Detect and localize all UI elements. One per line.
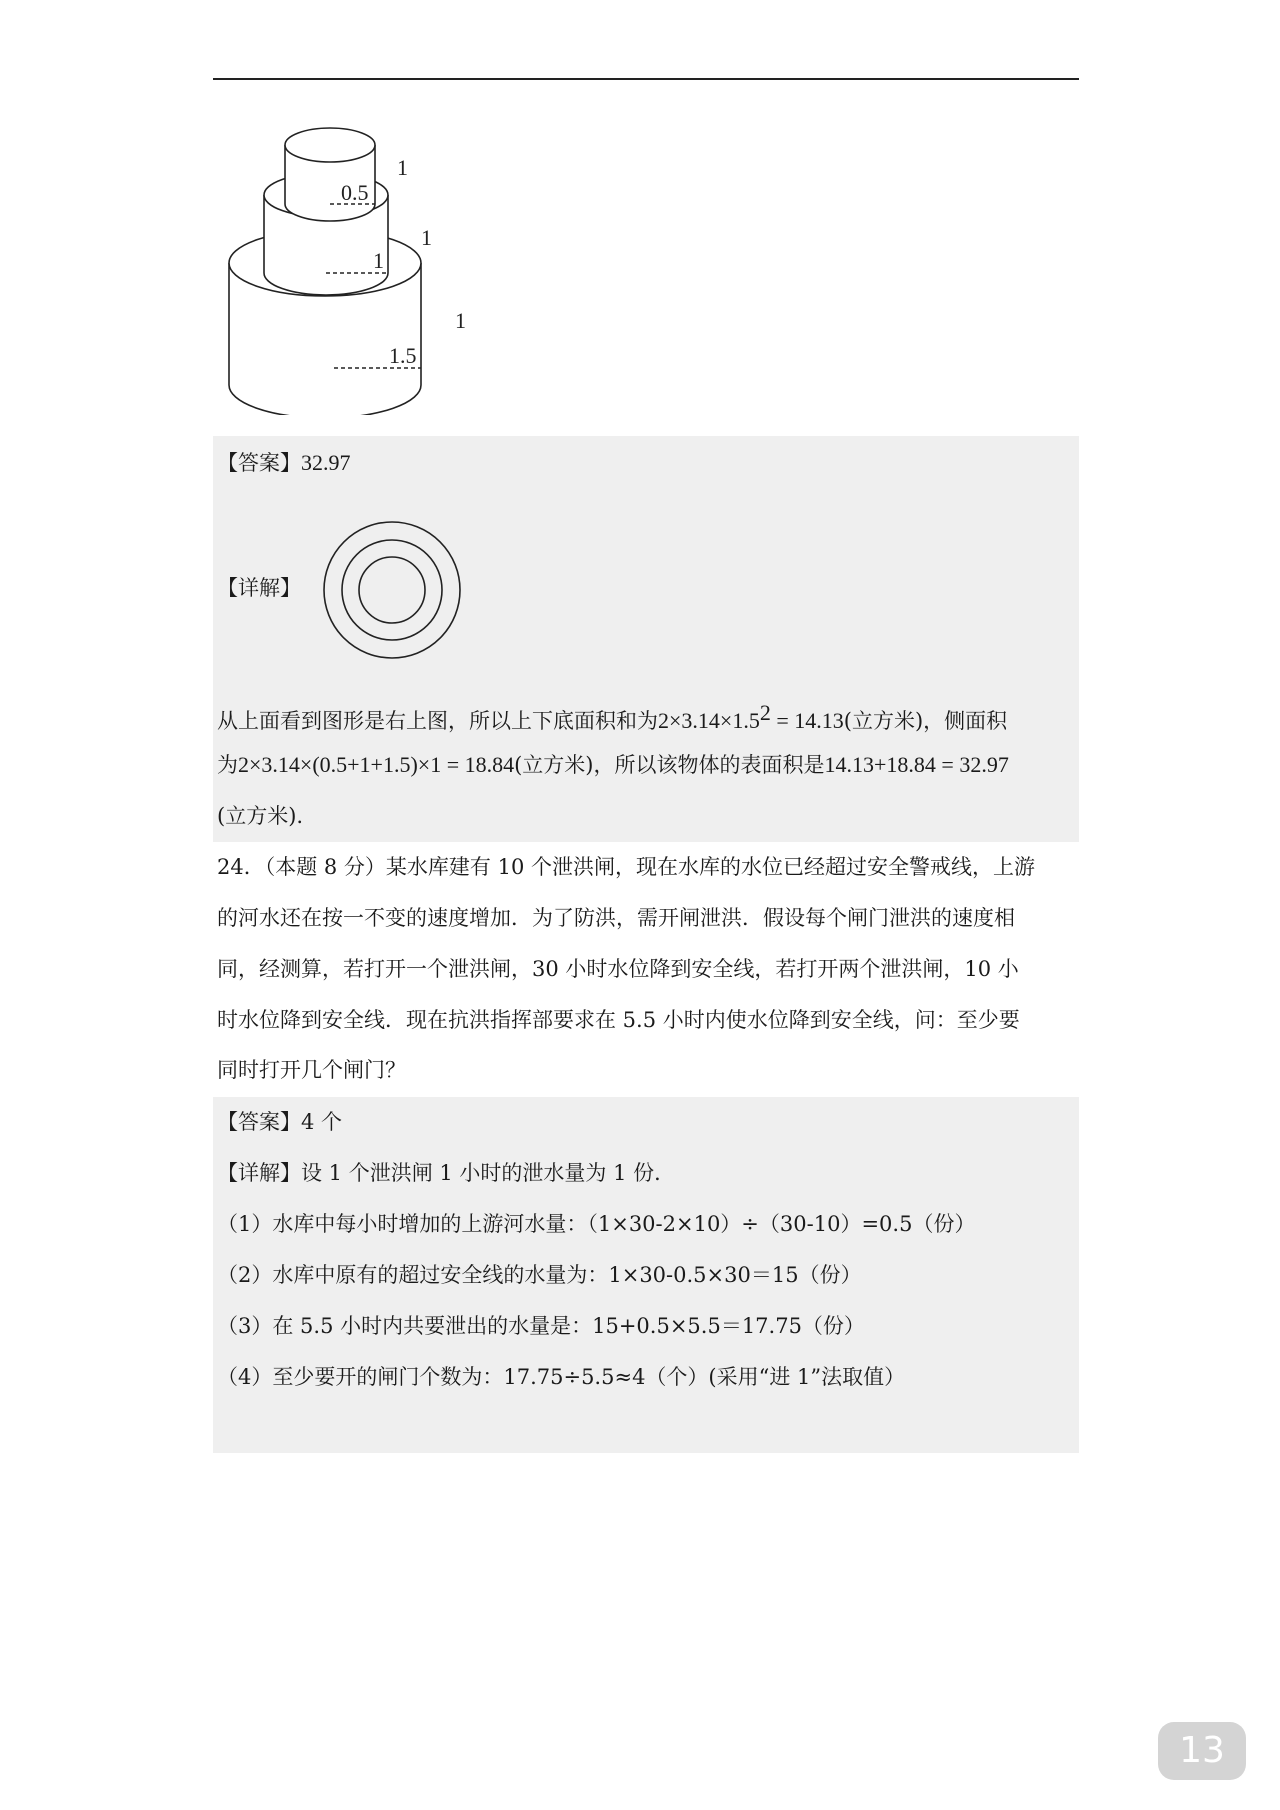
top-height-label: 1 bbox=[397, 155, 408, 180]
stacked-cylinders-figure bbox=[213, 115, 493, 415]
q24-step: （4）至少要开的闸门个数为：17.75÷5.5≈4（个）(采用“进 1”法取值） bbox=[217, 1365, 906, 1389]
q24-question-line: 时水位降到安全线．现在抗洪指挥部要求在 5.5 小时内使水位降到安全线，问：至少要 bbox=[217, 1008, 1020, 1032]
q24-question-line: 的河水还在按一不变的速度增加．为了防洪，需开闸泄洪．假设每个闸门泄洪的速度相 bbox=[217, 906, 1015, 930]
header-rule bbox=[213, 78, 1079, 80]
q24-question-line: 24．（本题 8 分）某水库建有 10 个泄洪闸，现在水库的水位已经超过安全警戒线，上游 bbox=[217, 855, 1036, 879]
bottom-height-label: 1 bbox=[455, 308, 466, 333]
q24-question-line: 同时打开几个闸门？ bbox=[217, 1058, 406, 1082]
answer-value: 32.97 bbox=[301, 450, 351, 475]
answer-tag: 【答案】 bbox=[217, 451, 301, 475]
q24-answer-line bbox=[217, 1112, 342, 1133]
q23-explanation-line-2: 为2×3.14×(0.5+1+1.5)×1 = 18.84(立方米)，所以该物体的表面积是14.13+18.84 = 32.97 bbox=[217, 752, 1009, 777]
q23-explanation-line-1: 从上面看到图形是右上图，所以上下底面积和为$2\times 3.14\times 1.5^2 = 14.13$(立方米)，侧面积 bbox=[217, 700, 1008, 733]
q23-detail-tag: 【详解】 bbox=[217, 576, 301, 600]
answer-tag: 【答案】 bbox=[217, 1110, 301, 1134]
q23-explanation-line-3: (立方米). bbox=[217, 804, 304, 828]
middle-radius-label: 1 bbox=[373, 248, 384, 273]
q24-detail-line: 【详解】设 1 个泄洪闸 1 小时的泄水量为 1 份． bbox=[217, 1161, 676, 1185]
page-number-badge: 13 bbox=[1158, 1722, 1246, 1780]
top-radius-label: 0.5 bbox=[341, 180, 369, 205]
detail-tag: 【详解】 bbox=[217, 1161, 301, 1185]
q24-step: （3）在 5.5 小时内共要泄出的水量是：15+0.5×5.5＝17.75（份） bbox=[217, 1314, 865, 1338]
q23-answer-line bbox=[217, 452, 351, 474]
q24-step: （1）水库中每小时增加的上游河水量：（1×30-2×10）÷（30-10）=0.5（份） bbox=[217, 1212, 976, 1236]
concentric-circles-figure bbox=[312, 510, 472, 670]
q24-question-line: 同，经测算，若打开一个泄洪闸，30 小时水位降到安全线，若打开两个泄洪闸，10 小 bbox=[217, 957, 1019, 981]
bottom-radius-label: 1.5 bbox=[389, 343, 417, 368]
answer-value: 4 个 bbox=[301, 1110, 343, 1134]
middle-height-label: 1 bbox=[421, 225, 432, 250]
q24-step: （2）水库中原有的超过安全线的水量为：1×30-0.5×30＝15（份） bbox=[217, 1263, 862, 1287]
